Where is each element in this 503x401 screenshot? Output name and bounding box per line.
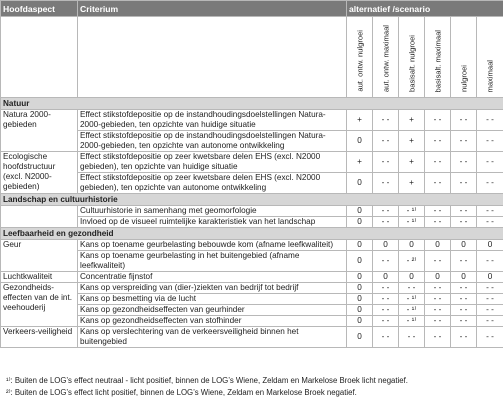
score-cell: - - bbox=[451, 294, 477, 305]
score-cell: - - bbox=[477, 217, 503, 228]
score-cell: - - bbox=[373, 110, 399, 131]
score-cell: 0 bbox=[347, 251, 373, 272]
score-cell: - - bbox=[451, 173, 477, 194]
score-cell: - - bbox=[373, 316, 399, 327]
score-cell: 0 bbox=[347, 217, 373, 228]
scenario-col-6 bbox=[477, 17, 503, 98]
score-cell: - - bbox=[451, 283, 477, 294]
aspect-cell: Luchtkwaliteit bbox=[1, 272, 78, 283]
score-cell: - - bbox=[373, 327, 399, 348]
header-alternatief: alternatief /scenario bbox=[347, 1, 503, 17]
score-cell: - - bbox=[451, 206, 477, 217]
section-title: Natuur bbox=[1, 98, 503, 110]
score-cell: - - bbox=[399, 327, 425, 348]
score-cell: 0 bbox=[425, 240, 451, 251]
score-cell: - ¹⁾ bbox=[399, 294, 425, 305]
score-cell: 0 bbox=[347, 305, 373, 316]
aspect-cell: Geur bbox=[1, 240, 78, 272]
section-header-row bbox=[1, 98, 503, 110]
score-cell: - - bbox=[451, 131, 477, 152]
score-cell: 0 bbox=[425, 272, 451, 283]
table-header-row bbox=[1, 1, 503, 17]
aspect-cell bbox=[1, 206, 78, 228]
score-cell: - - bbox=[477, 283, 503, 294]
score-cell: - - bbox=[373, 206, 399, 217]
table-row bbox=[1, 206, 503, 217]
section-header-row bbox=[1, 228, 503, 240]
scenario-label: basisalt. nulgroei bbox=[407, 35, 416, 92]
score-cell: + bbox=[347, 152, 373, 173]
table-row bbox=[1, 110, 503, 131]
scenario-header-row bbox=[1, 17, 503, 98]
score-cell: - - bbox=[373, 305, 399, 316]
criterium-cell: Kans op besmetting via de lucht bbox=[78, 294, 347, 305]
score-cell: - - bbox=[477, 110, 503, 131]
score-cell: + bbox=[347, 110, 373, 131]
score-cell: - - bbox=[425, 283, 451, 294]
header-criterium: Criterium bbox=[78, 1, 347, 17]
scenario-col-4 bbox=[425, 17, 451, 98]
score-cell: 0 bbox=[451, 240, 477, 251]
score-cell: - - bbox=[477, 152, 503, 173]
score-cell: - ¹⁾ bbox=[399, 206, 425, 217]
score-cell: - - bbox=[373, 283, 399, 294]
score-cell: 0 bbox=[451, 272, 477, 283]
section-header-row bbox=[1, 194, 503, 206]
score-cell: - - bbox=[477, 316, 503, 327]
scenario-col-3 bbox=[399, 17, 425, 98]
score-cell: 0 bbox=[347, 283, 373, 294]
footnote-1: ¹⁾: Buiten de LOG’s effect neutraal - licht positief, binnen de LOG’s Wiene, Zeldam en Markelose Broek licht negatief. bbox=[6, 376, 408, 385]
criterium-cell: Effect stikstofdepositie op zeer kwetsbare delen EHS (excl. N2000 gebieden), ten opzichte van huidige situatie bbox=[78, 152, 347, 173]
criterium-cell: Kans op verslechtering van de verkeersveiligheid binnen het buitengebied bbox=[78, 327, 347, 348]
criterium-cell: Kans op verspreiding van (dier-)ziekten van bedrijf tot bedrijf bbox=[78, 283, 347, 294]
score-cell: - - bbox=[373, 173, 399, 194]
score-cell: + bbox=[399, 131, 425, 152]
score-cell: - - bbox=[425, 206, 451, 217]
score-cell: - - bbox=[373, 152, 399, 173]
score-cell: - - bbox=[477, 305, 503, 316]
score-cell: 0 bbox=[347, 240, 373, 251]
aspect-cell: Verkeers-veiligheid bbox=[1, 327, 78, 348]
score-cell: - - bbox=[425, 316, 451, 327]
score-cell: - - bbox=[373, 251, 399, 272]
table-row bbox=[1, 272, 503, 283]
score-cell: - ¹⁾ bbox=[399, 305, 425, 316]
criterium-cell: Cultuurhistorie in samenhang met geomorfologie bbox=[78, 206, 347, 217]
criterium-cell: Kans op toename geurbelasting bebouwde kom (afname leefkwaliteit) bbox=[78, 240, 347, 251]
criterium-cell: Kans op gezondheidseffecten van stofhinder bbox=[78, 316, 347, 327]
aspect-cell: Ecologische hoofdstructuur (excl. N2000-gebieden) bbox=[1, 152, 78, 194]
score-cell: - - bbox=[373, 131, 399, 152]
criterium-cell: Kans op toename geurbelasting in het buitengebied (afname leefkwaliteit) bbox=[78, 251, 347, 272]
score-cell: - - bbox=[451, 251, 477, 272]
score-cell: 0 bbox=[347, 131, 373, 152]
aspect-cell: Gezondheids-effecten van de int. veehouderij bbox=[1, 283, 78, 327]
score-cell: 0 bbox=[477, 240, 503, 251]
score-cell: 0 bbox=[347, 294, 373, 305]
scenario-label: maximaal bbox=[485, 59, 495, 92]
score-cell: - - bbox=[477, 206, 503, 217]
score-cell: - - bbox=[425, 305, 451, 316]
scenario-label: aut. ontw. nulgroei bbox=[355, 30, 364, 92]
criterium-cell: Kans op gezondheidseffecten van geurhinder bbox=[78, 305, 347, 316]
score-cell: - - bbox=[451, 217, 477, 228]
table-row bbox=[1, 327, 503, 348]
score-cell: - - bbox=[425, 217, 451, 228]
scenario-col-1 bbox=[347, 17, 373, 98]
criterium-cell: Effect stikstofdepositie op zeer kwetsbare delen EHS (excl. N2000 gebieden), ten opzichte van autonome ontwikkeling bbox=[78, 173, 347, 194]
score-cell: 0 bbox=[399, 240, 425, 251]
score-cell: - - bbox=[451, 305, 477, 316]
score-cell: - - bbox=[425, 131, 451, 152]
score-cell: - - bbox=[373, 294, 399, 305]
score-cell: - - bbox=[451, 152, 477, 173]
score-cell: - - bbox=[425, 251, 451, 272]
score-cell: 0 bbox=[347, 272, 373, 283]
score-cell: - - bbox=[425, 173, 451, 194]
score-cell: - - bbox=[477, 173, 503, 194]
criterium-cell: Effect stikstofdepositie op de instandhoudingsdoelstellingen Natura-2000-gebieden, ten opzichte van huidige situatie bbox=[78, 110, 347, 131]
scenario-label: aut. ontw. maximaal bbox=[381, 24, 390, 92]
criterium-cell: Invloed op de visueel ruimtelijke karakteristiek van het landschap bbox=[78, 217, 347, 228]
score-cell: - - bbox=[477, 327, 503, 348]
score-cell: - - bbox=[425, 152, 451, 173]
criterium-cell: Concentratie fijnstof bbox=[78, 272, 347, 283]
score-cell: 0 bbox=[477, 272, 503, 283]
score-cell: - - bbox=[373, 217, 399, 228]
score-cell: 0 bbox=[399, 272, 425, 283]
blank-cell bbox=[1, 17, 78, 98]
score-cell: - - bbox=[451, 316, 477, 327]
scenario-col-2 bbox=[373, 17, 399, 98]
section-title: Leefbaarheid en gezondheid bbox=[1, 228, 503, 240]
section-title: Landschap en cultuurhistorie bbox=[1, 194, 503, 206]
score-cell: 0 bbox=[373, 240, 399, 251]
score-cell: - - bbox=[425, 110, 451, 131]
score-cell: 0 bbox=[373, 272, 399, 283]
score-cell: - - bbox=[477, 294, 503, 305]
score-cell: 0 bbox=[347, 316, 373, 327]
criterium-cell: Effect stikstofdepositie op de instandhoudingsdoelstellingen Natura-2000-gebieden, ten opzichte van autonome ontwikkeling bbox=[78, 131, 347, 152]
score-cell: - - bbox=[399, 283, 425, 294]
table-row bbox=[1, 283, 503, 294]
aspect-cell: Natura 2000-gebieden bbox=[1, 110, 78, 152]
scenario-label: nulgroei bbox=[459, 64, 468, 92]
score-cell: - - bbox=[477, 251, 503, 272]
scenario-col-5 bbox=[451, 17, 477, 98]
footnote-2: ²⁾: Buiten de LOG’s effect licht positief, binnen de LOG’s Wiene, Zeldam en Markelose Broek negatief. bbox=[6, 388, 357, 397]
score-cell: - - bbox=[425, 294, 451, 305]
score-cell: - - bbox=[477, 131, 503, 152]
score-cell: - - bbox=[451, 110, 477, 131]
score-cell: + bbox=[399, 173, 425, 194]
score-cell: - - bbox=[425, 327, 451, 348]
scenario-label: basisalt. maximaal bbox=[433, 29, 442, 92]
score-cell: 0 bbox=[347, 173, 373, 194]
blank-cell bbox=[78, 17, 347, 98]
footnotes bbox=[6, 375, 501, 399]
score-cell: - ²⁾ bbox=[399, 251, 425, 272]
score-cell: + bbox=[399, 110, 425, 131]
score-cell: - ¹⁾ bbox=[399, 316, 425, 327]
score-cell: + bbox=[399, 152, 425, 173]
score-cell: - ¹⁾ bbox=[399, 217, 425, 228]
table-row bbox=[1, 240, 503, 251]
score-cell: 0 bbox=[347, 327, 373, 348]
score-cell: 0 bbox=[347, 206, 373, 217]
table-row bbox=[1, 152, 503, 173]
header-hoofdaspect: Hoofdaspect bbox=[1, 1, 78, 17]
score-cell: - - bbox=[451, 327, 477, 348]
